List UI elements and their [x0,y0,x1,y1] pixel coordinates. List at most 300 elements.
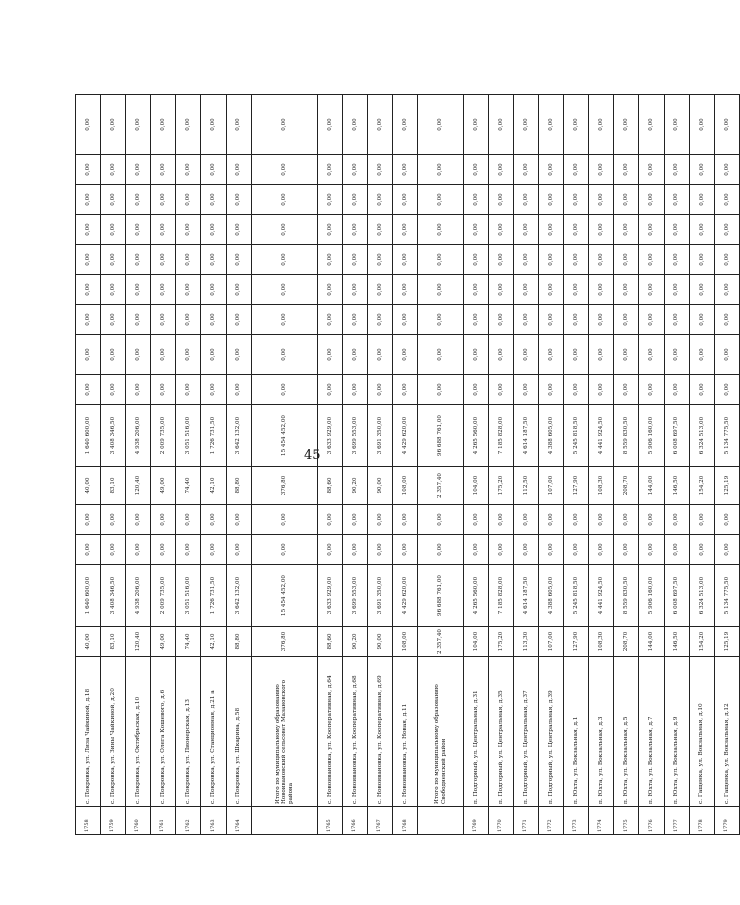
cell-c7: 0,00 [393,305,418,335]
cell-c3: 2 357,40 [418,467,463,505]
cell-c3: 146,50 [664,467,689,505]
cell-total: 3 691 350,00 [368,565,393,627]
cell-area: 88,80 [226,627,251,657]
cell-addr: п. Подгорный, ул. Центральная, д.35 [488,657,513,807]
cell-total: 4 265 560,00 [463,565,488,627]
cell-c12: 0,00 [251,155,317,185]
cell-c10: 0,00 [201,215,226,245]
cell-c2: 0,00 [76,505,101,535]
cell-c6: 0,00 [176,335,201,375]
cell-addr: с. Покровка, ул. Лиза Чайкиной, д.18 [76,657,101,807]
cell-c7: 0,00 [514,305,539,335]
cell-area: 144,00 [639,627,664,657]
cell-c6: 0,00 [201,335,226,375]
cell-c8: 0,00 [639,275,664,305]
cell-area: 88,60 [318,627,343,657]
cell-c7: 0,00 [151,305,176,335]
cell-total: 1 726 731,50 [201,565,226,627]
cell-c4: 7 185 828,00 [488,405,513,467]
cell-c10: 0,00 [564,215,589,245]
cell-c3: 120,40 [126,467,151,505]
cell-c10: 0,00 [714,215,739,245]
cell-num [418,807,463,835]
table-row [689,95,714,835]
cell-c12: 0,00 [318,155,343,185]
cell-c10: 0,00 [318,215,343,245]
cell-c13: 0,00 [126,95,151,155]
cell-c2: 0,00 [176,505,201,535]
cell-addr: п. Юхта, ул. Вокзальная, д.7 [639,657,664,807]
cell-addr: с. Новоивановка, ул. Кооперативная, д.68 [343,657,368,807]
cell-total: 15 454 452,00 [251,565,317,627]
cell-c10: 0,00 [126,215,151,245]
cell-num [251,807,317,835]
cell-c12: 0,00 [614,155,639,185]
table-row [463,95,488,835]
cell-c7: 0,00 [318,305,343,335]
table-row [589,95,614,835]
cell-num: 1771 [514,807,539,835]
cell-c7: 0,00 [689,305,714,335]
cell-num: 1769 [463,807,488,835]
cell-c4: 4 441 924,50 [589,405,614,467]
cell-c4: 8 559 830,50 [614,405,639,467]
cell-c6: 0,00 [368,335,393,375]
cell-c5: 0,00 [514,375,539,405]
cell-area: 127,90 [564,627,589,657]
cell-c7: 0,00 [463,305,488,335]
cell-c6: 0,00 [251,335,317,375]
cell-c8: 0,00 [689,275,714,305]
cell-area: 208,70 [614,627,639,657]
cell-c10: 0,00 [539,215,564,245]
cell-c5: 0,00 [176,375,201,405]
cell-c11: 0,00 [539,185,564,215]
cell-c4: 15 454 452,00 [251,405,317,467]
cell-c11: 0,00 [101,185,126,215]
cell-c9: 0,00 [639,245,664,275]
cell-addr: Итого по муниципальному образованию Новоивановский сельсовет Мазановского района [251,657,317,807]
cell-area: 83,10 [101,627,126,657]
cell-num: 1774 [589,807,614,835]
cell-c2: 0,00 [488,505,513,535]
cell-total: 4 441 924,50 [589,565,614,627]
cell-c3: 40,00 [76,467,101,505]
cell-total: 5 134 775,50 [714,565,739,627]
cell-c7: 0,00 [101,305,126,335]
cell-c10: 0,00 [226,215,251,245]
cell-c13: 0,00 [251,95,317,155]
cell-c2: 0,00 [639,505,664,535]
cell-c11: 0,00 [201,185,226,215]
cell-c9: 0,00 [714,245,739,275]
cell-total: 3 642 132,00 [226,565,251,627]
cell-addr: п. Подгорный, ул. Центральная, д.37 [514,657,539,807]
cell-addr: с. Гащенка, ул. Вокзальная, д.10 [689,657,714,807]
cell-c7: 0,00 [368,305,393,335]
cell-c8: 0,00 [368,275,393,305]
cell-c11: 0,00 [418,185,463,215]
cell-c5: 0,00 [126,375,151,405]
cell-c13: 0,00 [639,95,664,155]
cell-c1: 0,00 [251,535,317,565]
cell-c8: 0,00 [176,275,201,305]
cell-c6: 0,00 [318,335,343,375]
cell-c9: 0,00 [564,245,589,275]
cell-c6: 0,00 [126,335,151,375]
cell-c13: 0,00 [393,95,418,155]
cell-c2: 0,00 [201,505,226,535]
cell-num: 1758 [76,807,101,835]
cell-c10: 0,00 [463,215,488,245]
cell-area: 90,00 [368,627,393,657]
cell-c4: 3 051 516,00 [176,405,201,467]
cell-addr: с. Новоивановка, ул. Кооперативная, д.64 [318,657,343,807]
cell-c4: 4 938 206,00 [126,405,151,467]
cell-c1: 0,00 [368,535,393,565]
rotated-table-wrapper [75,95,740,835]
cell-c9: 0,00 [251,245,317,275]
cell-c6: 0,00 [393,335,418,375]
cell-c3: 125,19 [714,467,739,505]
cell-c13: 0,00 [514,95,539,155]
cell-num: 1760 [126,807,151,835]
cell-total: 6 008 697,50 [664,565,689,627]
cell-num: 1778 [689,807,714,835]
cell-c1: 0,00 [418,535,463,565]
cell-c12: 0,00 [126,155,151,185]
subtotal-row [251,95,317,835]
cell-c4: 3 691 350,00 [368,405,393,467]
cell-c5: 0,00 [689,375,714,405]
cell-c10: 0,00 [393,215,418,245]
cell-c5: 0,00 [393,375,418,405]
cell-c2: 0,00 [614,505,639,535]
cell-num: 1779 [714,807,739,835]
cell-c6: 0,00 [689,335,714,375]
cell-total: 5 906 160,00 [639,565,664,627]
cell-c7: 0,00 [614,305,639,335]
cell-total: 96 688 761,00 [418,565,463,627]
cell-addr: с. Новоивановка, ул. Кооперативная, д.69 [368,657,393,807]
cell-c5: 0,00 [589,375,614,405]
cell-c13: 0,00 [488,95,513,155]
cell-c8: 0,00 [76,275,101,305]
cell-c12: 0,00 [101,155,126,185]
cell-c1: 0,00 [714,535,739,565]
cell-c4: 6 324 513,00 [689,405,714,467]
cell-c7: 0,00 [76,305,101,335]
cell-c3: 175,20 [488,467,513,505]
cell-c8: 0,00 [201,275,226,305]
cell-c7: 0,00 [539,305,564,335]
cell-total: 7 185 828,00 [488,565,513,627]
cell-c5: 0,00 [251,375,317,405]
cell-c2: 0,00 [539,505,564,535]
cell-addr: с. Новоивановка, ул. Новая, д.11 [393,657,418,807]
cell-c12: 0,00 [226,155,251,185]
cell-c3: 127,90 [564,467,589,505]
cell-c5: 0,00 [151,375,176,405]
cell-c7: 0,00 [251,305,317,335]
cell-c1: 0,00 [101,535,126,565]
cell-c12: 0,00 [176,155,201,185]
cell-area: 2 357,40 [418,627,463,657]
cell-num: 1762 [176,807,201,835]
cell-c11: 0,00 [343,185,368,215]
cell-c13: 0,00 [368,95,393,155]
cell-c8: 0,00 [393,275,418,305]
table-row [539,95,564,835]
cell-c11: 0,00 [368,185,393,215]
cell-c2: 0,00 [226,505,251,535]
cell-c13: 0,00 [463,95,488,155]
cell-c1: 0,00 [126,535,151,565]
cell-total: 3 699 553,00 [343,565,368,627]
cell-c8: 0,00 [488,275,513,305]
cell-num: 1765 [318,807,343,835]
cell-total: 5 245 818,50 [564,565,589,627]
cell-c3: 108,00 [393,467,418,505]
cell-c8: 0,00 [343,275,368,305]
cell-c11: 0,00 [251,185,317,215]
cell-c6: 0,00 [539,335,564,375]
cell-c4: 3 633 929,00 [318,405,343,467]
cell-c5: 0,00 [343,375,368,405]
cell-c9: 0,00 [318,245,343,275]
cell-num: 1759 [101,807,126,835]
cell-c3: 108,30 [589,467,614,505]
cell-total: 2 009 735,00 [151,565,176,627]
cell-c10: 0,00 [101,215,126,245]
cell-addr: п. Подгорный, ул. Центральная, д.39 [539,657,564,807]
cell-c3: 42,10 [201,467,226,505]
cell-c9: 0,00 [488,245,513,275]
cell-c8: 0,00 [318,275,343,305]
cell-total: 3 408 346,50 [101,565,126,627]
cell-total: 4 614 187,50 [514,565,539,627]
cell-c8: 0,00 [514,275,539,305]
cell-addr: с. Покровка, ул. Станционная, д.21 а [201,657,226,807]
cell-c2: 0,00 [564,505,589,535]
cell-num: 1775 [614,807,639,835]
cell-c12: 0,00 [418,155,463,185]
cell-c9: 0,00 [101,245,126,275]
cell-c10: 0,00 [151,215,176,245]
cell-c11: 0,00 [589,185,614,215]
cell-c11: 0,00 [393,185,418,215]
cell-area: 120,40 [126,627,151,657]
cell-c8: 0,00 [418,275,463,305]
cell-c2: 0,00 [393,505,418,535]
cell-area: 108,30 [589,627,614,657]
cell-c12: 0,00 [463,155,488,185]
cell-c13: 0,00 [176,95,201,155]
page-number: 45 [304,448,321,463]
cell-num: 1777 [664,807,689,835]
cell-c8: 0,00 [101,275,126,305]
cell-addr: с. Покровка, ул. Пионерская, д.13 [176,657,201,807]
cell-c5: 0,00 [539,375,564,405]
cell-c5: 0,00 [226,375,251,405]
cell-c8: 0,00 [151,275,176,305]
cell-c5: 0,00 [664,375,689,405]
subtotal-row [418,95,463,835]
cell-c12: 0,00 [714,155,739,185]
cell-c1: 0,00 [343,535,368,565]
cell-c9: 0,00 [76,245,101,275]
cell-c7: 0,00 [226,305,251,335]
cell-c6: 0,00 [639,335,664,375]
cell-c6: 0,00 [343,335,368,375]
cell-c12: 0,00 [539,155,564,185]
cell-c13: 0,00 [343,95,368,155]
cell-total: 8 559 830,50 [614,565,639,627]
cell-c10: 0,00 [251,215,317,245]
cell-c8: 0,00 [589,275,614,305]
cell-c5: 0,00 [639,375,664,405]
cell-c11: 0,00 [488,185,513,215]
cell-c7: 0,00 [126,305,151,335]
cell-c12: 0,00 [514,155,539,185]
cell-area: 113,30 [514,627,539,657]
cell-area: 376,80 [251,627,317,657]
cell-c2: 0,00 [101,505,126,535]
cell-c11: 0,00 [176,185,201,215]
table-row [714,95,739,835]
cell-addr: с. Гащенка, ул. Вокзальная, д.12 [714,657,739,807]
cell-c6: 0,00 [664,335,689,375]
cell-c13: 0,00 [318,95,343,155]
cell-c7: 0,00 [418,305,463,335]
table-row [664,95,689,835]
cell-c13: 0,00 [101,95,126,155]
cell-num: 1764 [226,807,251,835]
table-row [614,95,639,835]
cell-c9: 0,00 [343,245,368,275]
cell-c10: 0,00 [514,215,539,245]
cell-c13: 0,00 [564,95,589,155]
cell-c3: 49,00 [151,467,176,505]
cell-c6: 0,00 [589,335,614,375]
cell-num: 1768 [393,807,418,835]
cell-c11: 0,00 [76,185,101,215]
cell-c11: 0,00 [126,185,151,215]
cell-c4: 5 134 775,50 [714,405,739,467]
cell-c3: 90,20 [343,467,368,505]
cell-c10: 0,00 [76,215,101,245]
cell-c5: 0,00 [101,375,126,405]
table-row [318,95,343,835]
cell-c13: 0,00 [614,95,639,155]
cell-c8: 0,00 [564,275,589,305]
cell-area: 40,00 [76,627,101,657]
cell-num: 1772 [539,807,564,835]
cell-num: 1761 [151,807,176,835]
cell-c8: 0,00 [251,275,317,305]
table-row [639,95,664,835]
cell-addr: с. Покровка, ул. Шкарина, д.58 [226,657,251,807]
cell-addr: п. Подгорный, ул. Центральная, д.31 [463,657,488,807]
cell-c8: 0,00 [714,275,739,305]
cell-c13: 0,00 [76,95,101,155]
cell-c1: 0,00 [488,535,513,565]
table-row [176,95,201,835]
cell-c11: 0,00 [664,185,689,215]
cell-c6: 0,00 [463,335,488,375]
cell-c2: 0,00 [251,505,317,535]
cell-c1: 0,00 [463,535,488,565]
cell-c4: 3 699 553,00 [343,405,368,467]
cell-c2: 0,00 [343,505,368,535]
cell-c4: 4 388 605,00 [539,405,564,467]
table-row [201,95,226,835]
cell-c12: 0,00 [393,155,418,185]
cell-c1: 0,00 [564,535,589,565]
cell-area: 42,10 [201,627,226,657]
cell-area: 108,00 [393,627,418,657]
cell-c1: 0,00 [393,535,418,565]
cell-c9: 0,00 [614,245,639,275]
cell-c8: 0,00 [539,275,564,305]
cell-c9: 0,00 [539,245,564,275]
cell-addr: п. Юхта, ул. Вокзальная, д.9 [664,657,689,807]
cell-area: 74,40 [176,627,201,657]
cell-c2: 0,00 [714,505,739,535]
cell-c2: 0,00 [589,505,614,535]
cell-c5: 0,00 [714,375,739,405]
cell-area: 125,19 [714,627,739,657]
cell-c3: 107,00 [539,467,564,505]
cell-c1: 0,00 [151,535,176,565]
cell-c1: 0,00 [614,535,639,565]
cell-c12: 0,00 [343,155,368,185]
cell-c13: 0,00 [689,95,714,155]
cell-c10: 0,00 [664,215,689,245]
cell-c13: 0,00 [151,95,176,155]
cell-c4: 5 906 160,00 [639,405,664,467]
cell-c13: 0,00 [589,95,614,155]
cell-c11: 0,00 [564,185,589,215]
cell-c13: 0,00 [664,95,689,155]
cell-total: 3 051 516,00 [176,565,201,627]
cell-c3: 144,00 [639,467,664,505]
cell-c4: 2 009 735,00 [151,405,176,467]
cell-c8: 0,00 [664,275,689,305]
cell-total: 4 388 605,00 [539,565,564,627]
cell-c2: 0,00 [664,505,689,535]
cell-c12: 0,00 [664,155,689,185]
cell-area: 146,50 [664,627,689,657]
cell-c3: 112,50 [514,467,539,505]
cell-c4: 1 640 600,00 [76,405,101,467]
cell-c5: 0,00 [564,375,589,405]
cell-c6: 0,00 [614,335,639,375]
cell-c10: 0,00 [589,215,614,245]
table-row [514,95,539,835]
cell-c11: 0,00 [614,185,639,215]
cell-c10: 0,00 [176,215,201,245]
table-row [226,95,251,835]
cell-c8: 0,00 [463,275,488,305]
cell-total: 4 938 206,00 [126,565,151,627]
table-body [76,95,740,835]
table-row [393,95,418,835]
cell-c6: 0,00 [76,335,101,375]
cell-c5: 0,00 [368,375,393,405]
cell-c12: 0,00 [368,155,393,185]
cell-total: 6 324 513,00 [689,565,714,627]
